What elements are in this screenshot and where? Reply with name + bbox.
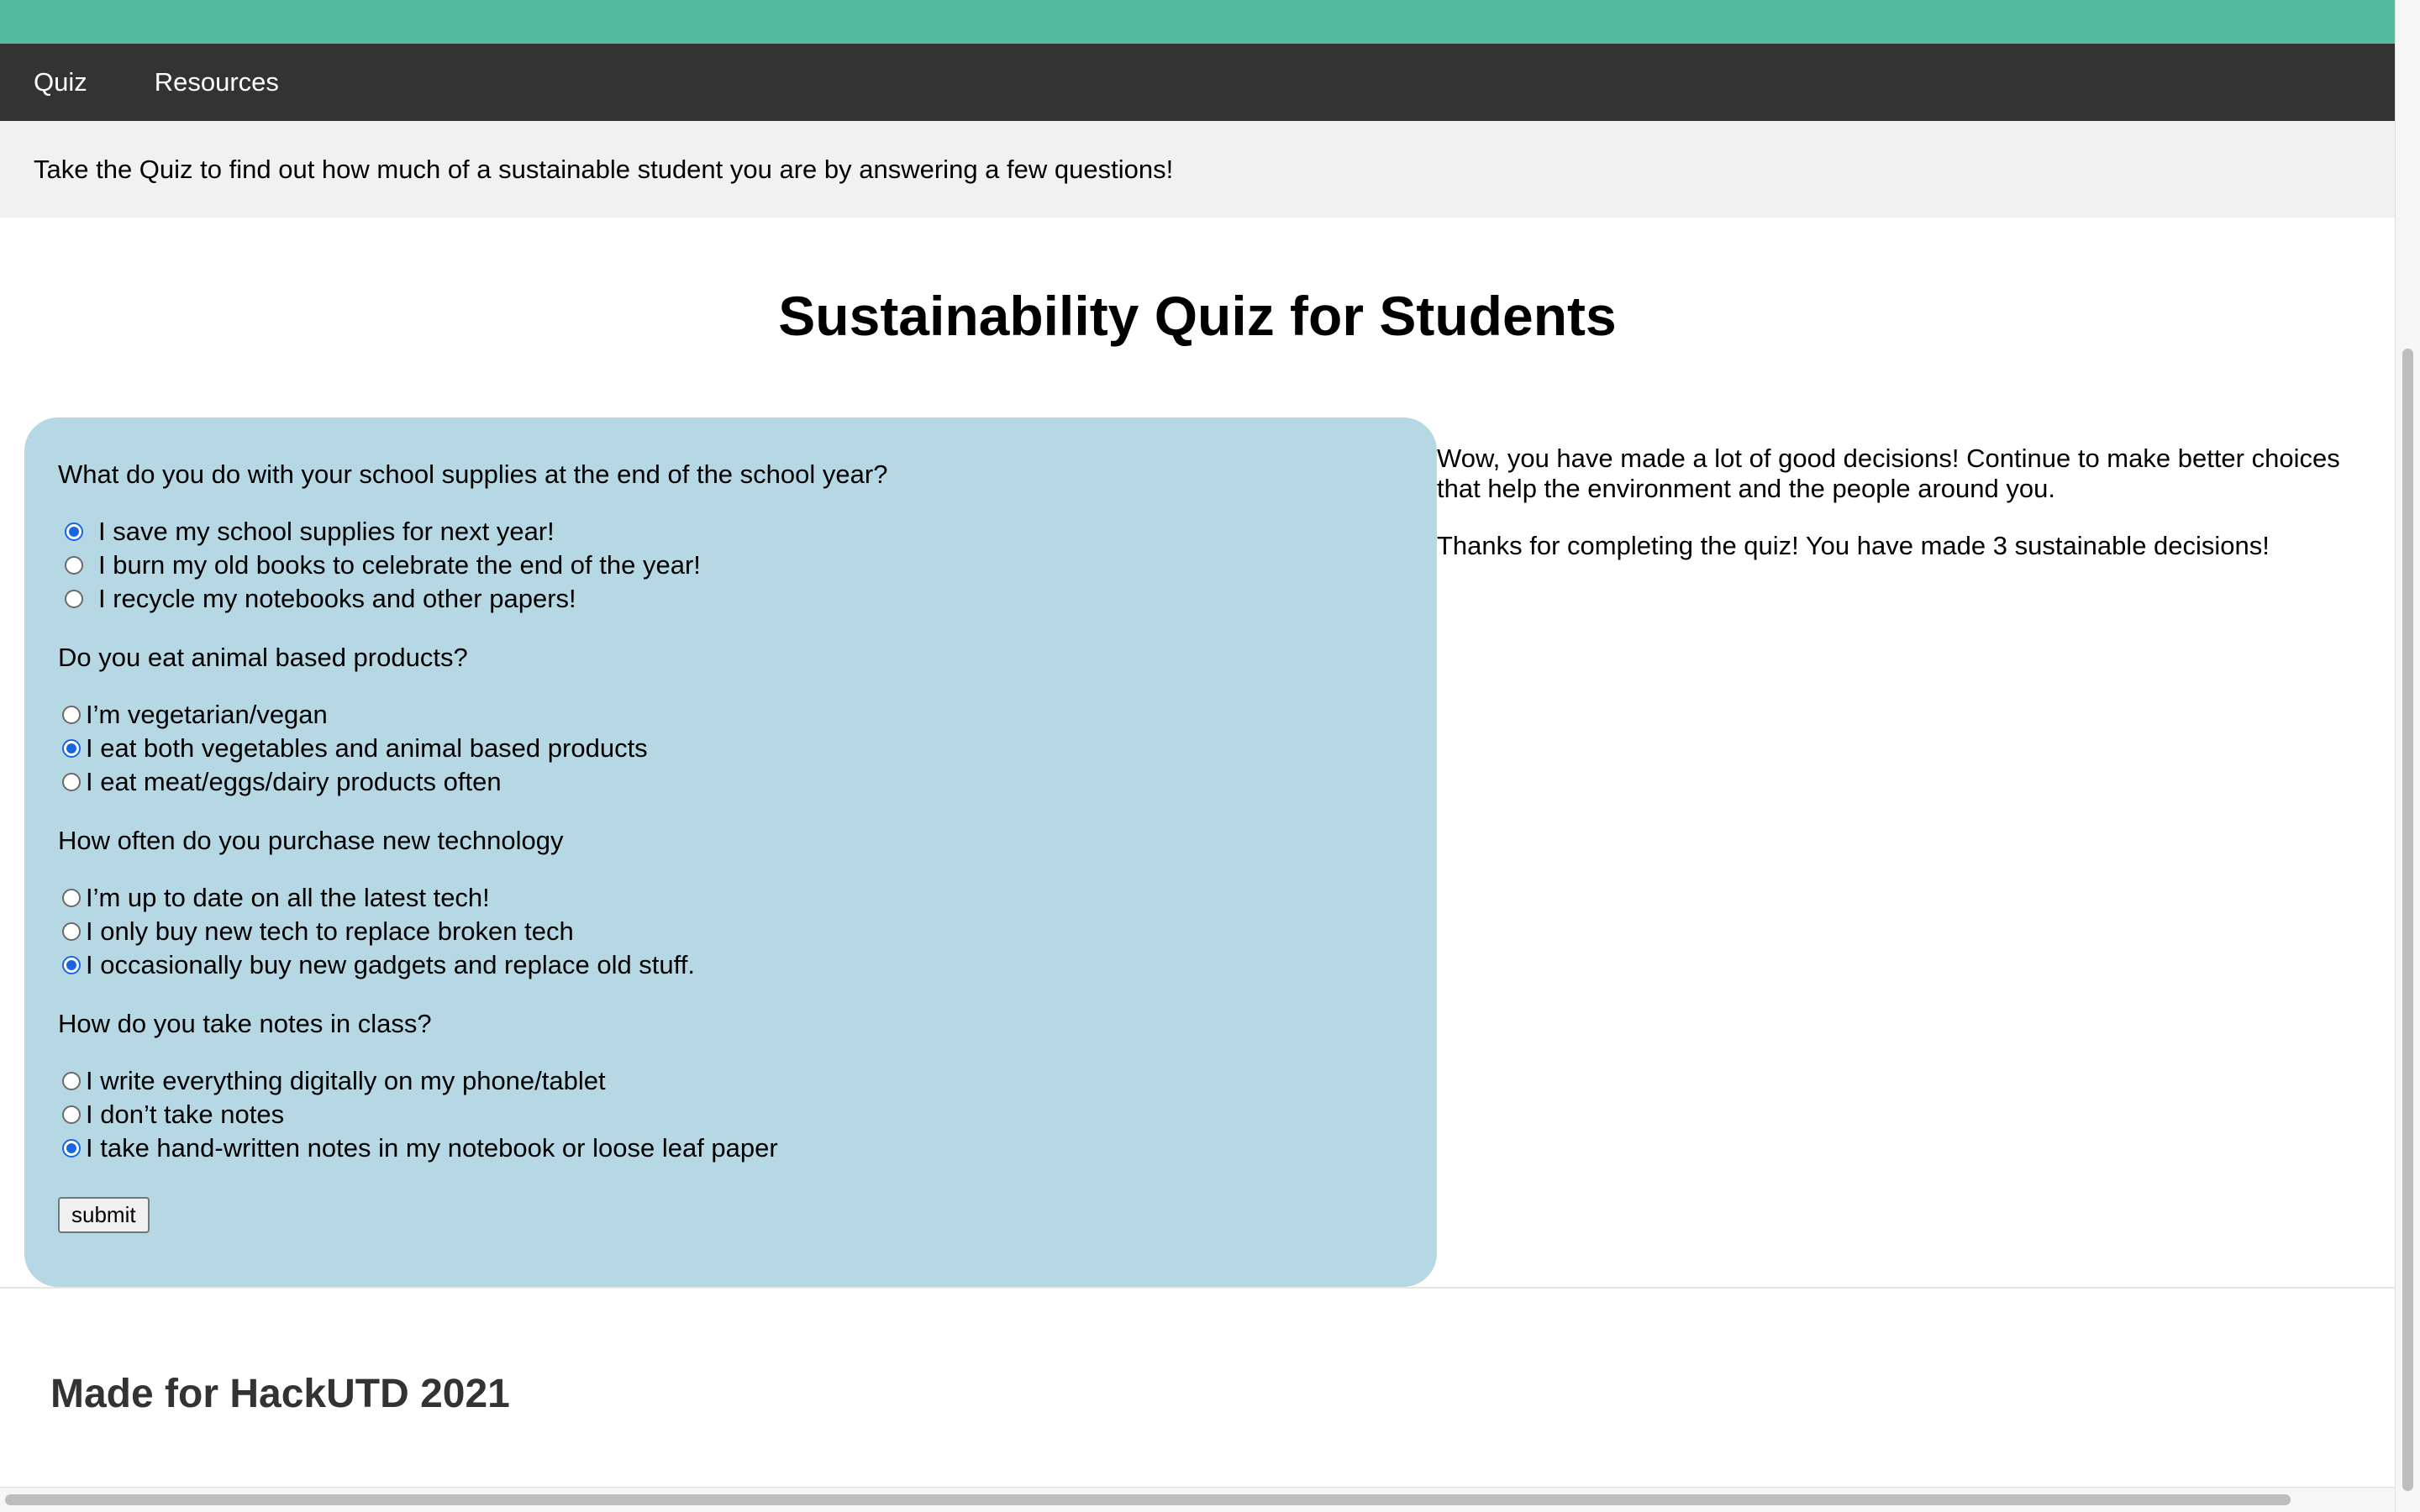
- option-3-3[interactable]: [58, 948, 1437, 982]
- question-4: How do you take notes in class?: [58, 1009, 432, 1038]
- option-2-3[interactable]: [58, 765, 1437, 799]
- footer-divider: [0, 1287, 2395, 1289]
- option-label: I’m up to date on all the latest tech!: [86, 883, 490, 912]
- option-label: I write everything digitally on my phone/tablet: [86, 1066, 606, 1095]
- nav-link-quiz[interactable]: Quiz: [34, 67, 87, 97]
- question-group-2: [58, 643, 1437, 799]
- vertical-scrollbar-thumb[interactable]: [2402, 349, 2413, 1491]
- option-1-1[interactable]: [58, 515, 1437, 549]
- results-summary: Thanks for completing the quiz! You have made 3 sustainable decisions!: [1437, 531, 2270, 560]
- radio-button[interactable]: [62, 922, 81, 941]
- option-label: I take hand-written notes in my notebook or loose leaf paper: [86, 1133, 778, 1163]
- option-4-3[interactable]: [58, 1131, 1437, 1165]
- radio-button[interactable]: [62, 956, 81, 974]
- option-4-2[interactable]: [58, 1098, 1437, 1131]
- option-label: I’m vegetarian/vegan: [86, 700, 328, 729]
- nav-link-resources[interactable]: Resources: [154, 67, 279, 97]
- radio-button[interactable]: [62, 706, 81, 724]
- option-3-2[interactable]: [58, 915, 1437, 948]
- question-group-3: [58, 826, 1437, 982]
- page-title: Sustainability Quiz for Students: [778, 285, 1617, 347]
- radio-button[interactable]: [62, 1072, 81, 1090]
- question-1: What do you do with your school supplies at the end of the school year?: [58, 459, 888, 489]
- footer-title: Made for HackUTD 2021: [50, 1372, 510, 1416]
- option-label: I eat both vegetables and animal based products: [86, 733, 648, 763]
- option-2-1[interactable]: [58, 698, 1437, 732]
- radio-button[interactable]: [62, 739, 81, 758]
- question-3: How often do you purchase new technology: [58, 826, 564, 855]
- option-label: I only buy new tech to replace broken tech: [86, 916, 574, 946]
- question-group-1: [58, 459, 1437, 616]
- option-label: I save my school supplies for next year!: [98, 517, 555, 546]
- radio-button[interactable]: [62, 889, 81, 907]
- radio-button[interactable]: [65, 556, 83, 575]
- intro-text: Take the Quiz to find out how much of a sustainable student you are by answering a few questions!: [34, 154, 1174, 184]
- results-message: Wow, you have made a lot of good decisions! Continue to make better choices that help the environment and the people around you.: [1437, 444, 2340, 503]
- option-label: I occasionally buy new gadgets and replace old stuff.: [86, 950, 695, 979]
- top-accent-bar: [0, 0, 2395, 44]
- radio-button[interactable]: [62, 1139, 81, 1158]
- horizontal-scrollbar[interactable]: [0, 1487, 2395, 1512]
- submit-button[interactable]: submit: [58, 1197, 150, 1233]
- radio-button[interactable]: [62, 1105, 81, 1124]
- option-label: I don’t take notes: [86, 1100, 285, 1129]
- intro-banner: [0, 121, 2395, 218]
- option-3-1[interactable]: [58, 881, 1437, 915]
- radio-button[interactable]: [65, 590, 83, 608]
- question-2: Do you eat animal based products?: [58, 643, 468, 672]
- option-1-2[interactable]: [58, 549, 1437, 582]
- radio-button[interactable]: [62, 773, 81, 791]
- option-1-3[interactable]: [58, 582, 1437, 616]
- question-group-4: [58, 1009, 1437, 1165]
- navbar: [0, 44, 2395, 121]
- option-2-2[interactable]: [58, 732, 1437, 765]
- option-label: I recycle my notebooks and other papers!: [98, 584, 576, 613]
- vertical-scrollbar[interactable]: [2395, 0, 2420, 1512]
- results-panel: [1437, 444, 2386, 588]
- horizontal-scrollbar-thumb[interactable]: [5, 1494, 2291, 1505]
- option-label: I eat meat/eggs/dairy products often: [86, 767, 502, 796]
- radio-button[interactable]: [65, 522, 83, 541]
- quiz-form: [24, 417, 1437, 1287]
- option-4-1[interactable]: [58, 1064, 1437, 1098]
- option-label: I burn my old books to celebrate the end of the year!: [98, 550, 701, 580]
